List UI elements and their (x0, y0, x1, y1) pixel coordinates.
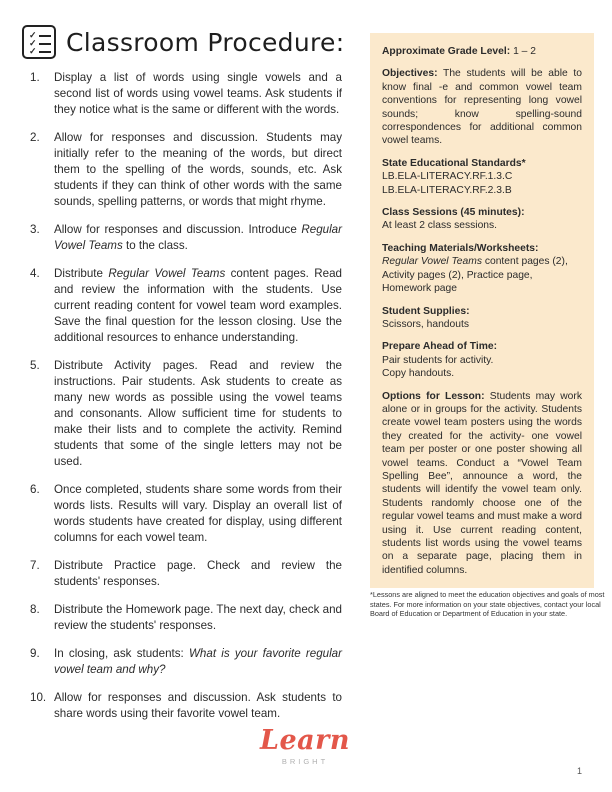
lesson-options: Options for Lesson: Students may work alone or in groups for the activity. Students create vowel team posters using the words they created for the activity- one vowel team per poster or one poster showing all vowel teams. Conduct a “Vowel Team Spelling Bee”, announce a word, the students will identify the vowel team only. Students randomly choose one of the regular vowel teams and must make a word using it. Use current reading content, students list words using the vowel teams on a separate page, placing them in identified columns. (382, 390, 582, 576)
prepare-ahead: Prepare Ahead of Time: Pair students for activity. Copy handouts. (382, 341, 498, 380)
procedure-step (30, 266, 342, 346)
objectives: Objectives: The students will be able to know final -e and common vowel team conventions for representing long vowel sounds; know spelling-sound correspondences for additional common vowel teams. (382, 68, 582, 147)
procedure-step (30, 646, 342, 678)
lesson-info-sidebar (370, 33, 594, 588)
logo-word: Learn (259, 725, 350, 756)
header (22, 22, 344, 62)
grade-level: Approximate Grade Level: 1 – 2 (382, 46, 536, 57)
procedure-step (30, 690, 342, 722)
step-number: 1. (30, 71, 40, 84)
step-text: Allow for responses and discussion. Students may initially refer to the meaning of the words, but direct them to the spelling of the words, sounds, etc. Ask students if they can think of other words with the same sounds, spelling patterns, or words that might rhyme. (54, 131, 342, 208)
student-supplies: Student Supplies: Scissors, handouts (382, 305, 470, 330)
step-text: What is your favorite regular vowel team and why? (54, 647, 342, 676)
step-text: Distribute (54, 267, 109, 280)
step-text: Distribute Activity pages. Read and review the instructions. Pair students. Ask students to create as many new words as possible using the vowel teams and consonants. Allow sufficient time for students to make their lists and to complete the activity. Remind students that some of the single letters may not be used. (54, 359, 342, 468)
step-number: 2. (30, 131, 40, 144)
procedure-list (30, 70, 342, 734)
standards-footnote: *Lessons are aligned to meet the education objectives and goals of most states. For more information on your state objectives, contact your local Board of Education or Department of Education in your state. (370, 590, 605, 619)
step-text: content pages. Read and review the information with the students. Use current reading content for vowel team word examples. Save the final question for the lesson closing. Use the additional resources to enhance understanding. (54, 267, 342, 344)
step-text: Allow for responses and discussion. Introduce (54, 223, 302, 236)
standards: State Educational Standards* LB.ELA-LITERACY.RF.1.3.C LB.ELA-LITERACY.RF.2.3.B (382, 157, 526, 196)
step-text: Distribute the Homework page. The next day, check and review the students' responses. (54, 603, 342, 632)
procedure-step (30, 602, 342, 634)
page-number: 1 (577, 766, 583, 776)
step-number: 10. (30, 691, 47, 704)
step-text: Once completed, students share some words from their words lists. Results will vary. Display an overall list of words students have created for display, using different columns for each vowel team. (54, 483, 342, 544)
procedure-step (30, 222, 342, 254)
step-text: to the class. (122, 239, 188, 252)
procedure-step (30, 358, 342, 470)
step-text: Allow for responses and discussion. Ask students to share words using their favorite vowel team. (54, 691, 342, 720)
procedure-step (30, 558, 342, 590)
learn-bright-logo (250, 725, 360, 780)
step-number: 8. (30, 603, 40, 616)
step-text: Regular Vowel Teams (54, 223, 342, 252)
step-text: Distribute Practice page. Check and review the students' responses. (54, 559, 342, 588)
step-number: 7. (30, 559, 40, 572)
procedure-step (30, 482, 342, 546)
step-number: 3. (30, 223, 40, 236)
step-text: Regular Vowel Teams (108, 267, 226, 280)
step-number: 5. (30, 359, 40, 372)
step-number: 6. (30, 483, 40, 496)
step-number: 4. (30, 267, 40, 280)
page-title: Classroom Procedure: (66, 27, 345, 57)
class-sessions: Class Sessions (45 minutes): At least 2 class sessions. (382, 207, 525, 232)
step-text: In closing, ask students: (54, 647, 189, 660)
logo-subtitle: BRIGHT (281, 757, 329, 766)
checklist-icon: ✓ ✓ ✓ (22, 25, 56, 59)
step-number: 9. (30, 647, 40, 660)
procedure-step (30, 130, 342, 210)
step-text: Display a list of words using single vowels and a second list of words using vowel teams. Ask students if they notice what is the same or different with the words. (54, 71, 342, 116)
procedure-step (30, 70, 342, 118)
teaching-materials: Teaching Materials/Worksheets: Regular Vowel Teams content pages (2), Activity pages (2), Practice page, Homework page (382, 242, 568, 295)
